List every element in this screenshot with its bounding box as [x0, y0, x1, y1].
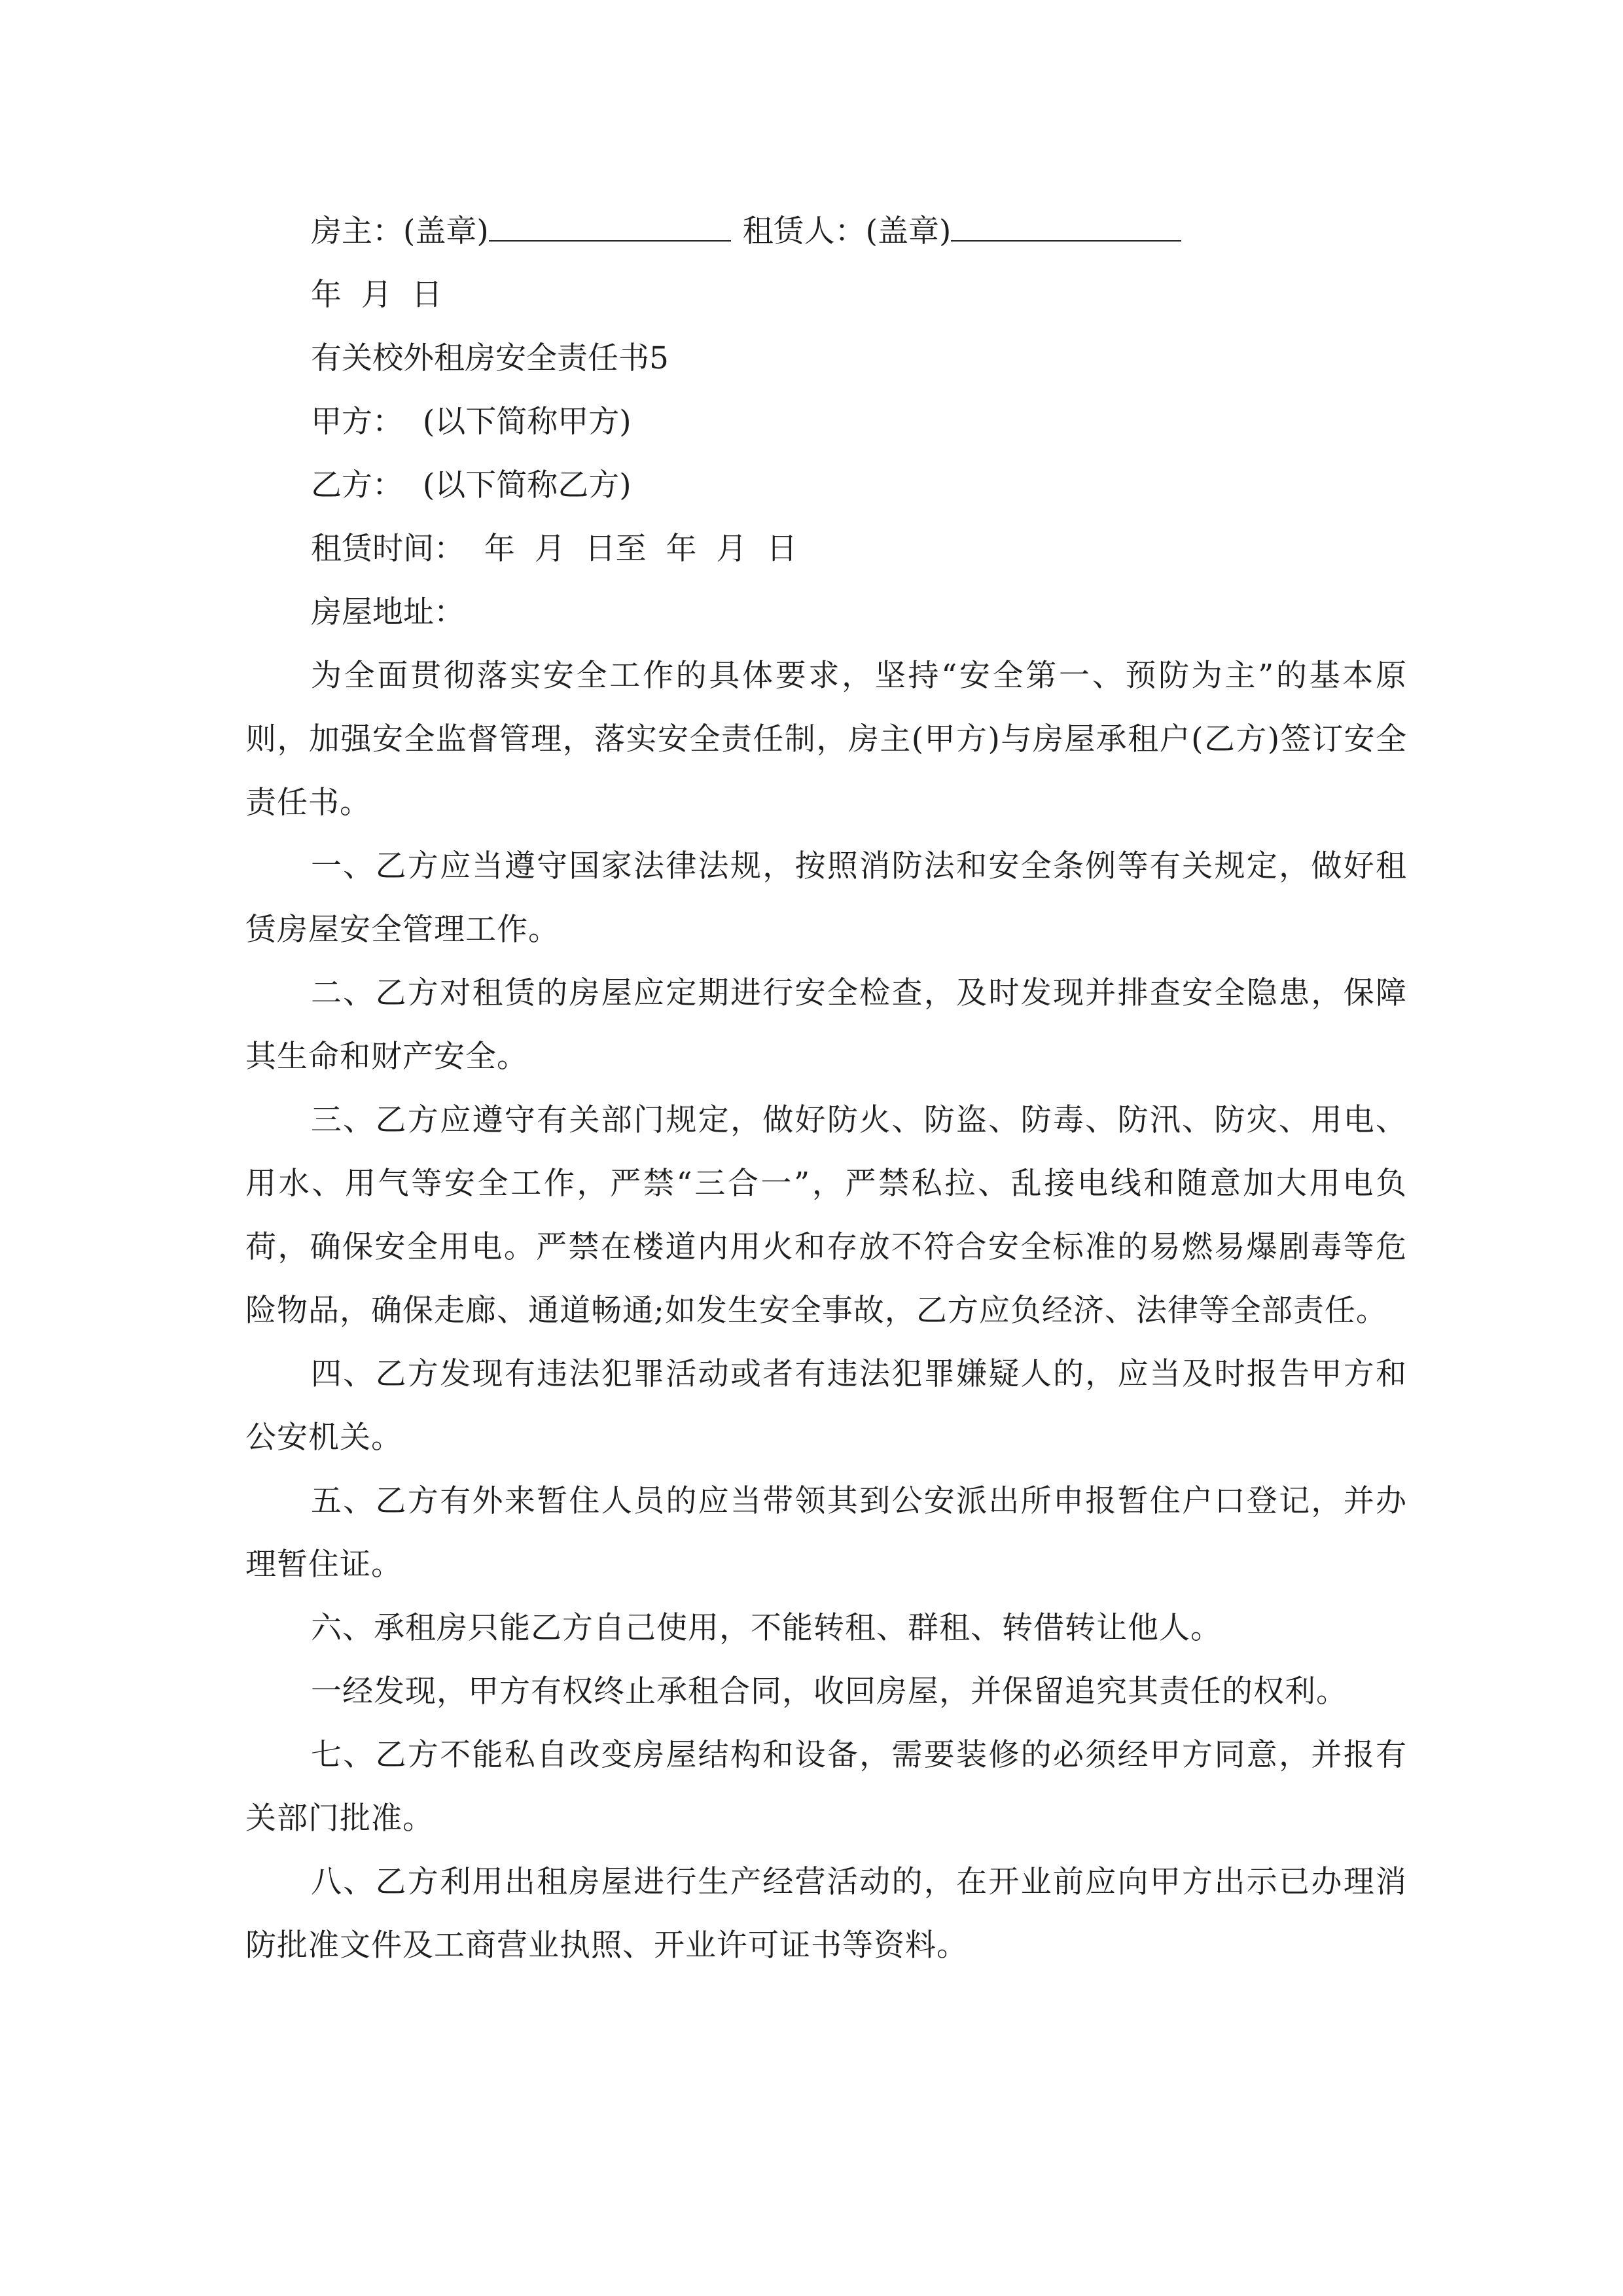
document-title: 有关校外租房安全责任书5	[311, 340, 669, 376]
date-line: 年 月 日	[311, 277, 442, 313]
lease-time-line: 租赁时间： 年 月 日至 年 月 日	[311, 531, 798, 567]
paragraph-clause-5: 五、乙方有外来暂住人员的应当带领其到公安派出所申报暂住户口登记，并办理暂住证。	[245, 1483, 1407, 1583]
paragraph-clause-7: 七、乙方不能私自改变房屋结构和设备，需要装修的必须经甲方同意，并报有关部门批准。	[245, 1737, 1407, 1837]
paragraph-clause-6-note: 一经发现，甲方有权终止承租合同，收回房屋，并保留追究其责任的权利。	[311, 1674, 1347, 1710]
tenant-seal-label: 租赁人：(盖章)	[742, 213, 952, 249]
document-body	[245, 200, 1407, 1977]
landlord-seal-label: 房主：(盖章)	[311, 213, 489, 249]
paragraph-clause-1: 一、乙方应当遵守国家法律法规，按照消防法和安全条例等有关规定，做好租赁房屋安全管理工作。	[245, 848, 1407, 948]
paragraph-clause-2: 二、乙方对租赁的房屋应定期进行安全检查，及时发现并排查安全隐患，保障其生命和财产安全。	[245, 975, 1407, 1075]
party-b-line: 乙方： (以下简称乙方)	[311, 467, 632, 503]
paragraph-intro: 为全面贯彻落实安全工作的具体要求，坚持“安全第一、预防为主”的基本原则，加强安全监督管理，落实安全责任制，房主(甲方)与房屋承租户(乙方)签订安全责任书。	[245, 658, 1407, 821]
paragraph-clause-4: 四、乙方发现有违法犯罪活动或者有违法犯罪嫌疑人的，应当及时报告甲方和公安机关。	[245, 1356, 1407, 1456]
paragraph-clause-3: 三、乙方应遵守有关部门规定，做好防火、防盗、防毒、防汛、防灾、用电、用水、用气等安全工作，严禁“三合一”，严禁私拉、乱接电线和随意加大用电负荷，确保安全用电。严禁在楼道内用火和存放不符合安全标准的易燃易爆剧毒等危险物品，确保走廊、通道畅通;如发生安全事故，乙方应负经济、法律等全部责任。	[245, 1102, 1407, 1329]
paragraph-clause-8: 八、乙方利用出租房屋进行生产经营活动的，在开业前应向甲方出示已办理消防批准文件及工商营业执照、开业许可证书等资料。	[245, 1864, 1407, 1964]
landlord-signature-blank	[489, 214, 731, 242]
paragraph-clause-6: 六、承租房只能乙方自己使用，不能转租、群租、转借转让他人。	[311, 1610, 1222, 1646]
tenant-signature-blank	[951, 214, 1181, 242]
signature-line	[245, 200, 1407, 263]
address-line: 房屋地址：	[311, 594, 465, 630]
party-a-line: 甲方： (以下简称甲方)	[311, 404, 632, 440]
